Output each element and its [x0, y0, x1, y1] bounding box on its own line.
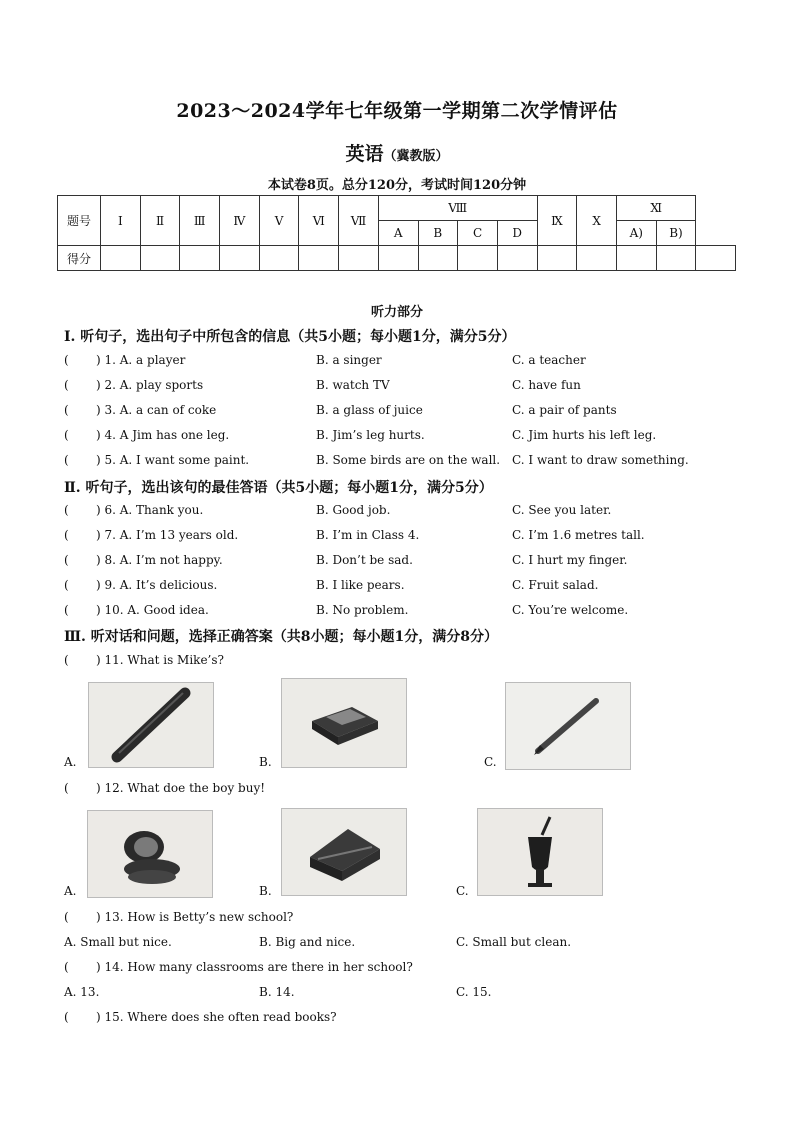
score-cell[interactable]: [458, 246, 498, 271]
option-c: C. See you later.: [512, 503, 612, 517]
answer-paren[interactable]: (: [64, 428, 69, 442]
option-b: B. 14.: [259, 985, 295, 999]
option-b: B. I like pears.: [316, 578, 405, 592]
option-c-label: C.: [484, 755, 497, 769]
answer-paren[interactable]: (: [64, 910, 69, 924]
option-b: B. I’m in Class 4.: [316, 528, 420, 542]
drink-image: [477, 808, 603, 896]
answer-paren[interactable]: (: [64, 1010, 69, 1024]
col-11-b: B): [656, 221, 696, 246]
col-4: Ⅳ: [220, 196, 260, 246]
question-15-text: ) 15. Where does she often read books?: [96, 1010, 337, 1024]
col-8: Ⅷ: [378, 196, 537, 221]
score-row: [58, 246, 736, 271]
drink-icon: [478, 809, 602, 895]
answer-paren[interactable]: (: [64, 553, 69, 567]
option-a: ) 9. A. It’s delicious.: [96, 578, 218, 592]
option-b: B. Jim’s leg hurts.: [316, 428, 425, 442]
option-a: ) 3. A. a can of coke: [96, 403, 217, 417]
col-1: Ⅰ: [101, 196, 141, 246]
row-label-score: 得分: [58, 246, 101, 271]
option-c: C. a pair of pants: [512, 403, 617, 417]
answer-paren[interactable]: (: [64, 453, 69, 467]
col-8-c: C: [458, 221, 498, 246]
pencil-icon: [506, 683, 630, 769]
score-cell[interactable]: [180, 246, 220, 271]
option-c: C. Small but clean.: [456, 935, 572, 949]
score-cell[interactable]: [418, 246, 458, 271]
col-3: Ⅲ: [180, 196, 220, 246]
option-a: ) 7. A. I’m 13 years old.: [96, 528, 239, 542]
eraser-icon: [282, 679, 406, 767]
exam-title: 2023～2024学年七年级第一学期第二次学情评估: [176, 100, 618, 122]
row-label-number: 题号: [58, 196, 101, 246]
answer-paren[interactable]: (: [64, 528, 69, 542]
listening-part-title: 听力部分: [370, 305, 423, 320]
option-b: B. a singer: [316, 353, 382, 367]
option-a: ) 4. A Jim has one leg.: [96, 428, 230, 442]
option-b: B. a glass of juice: [316, 403, 423, 417]
col-11-a: A): [616, 221, 656, 246]
option-c: C. I hurt my finger.: [512, 553, 628, 567]
score-cell[interactable]: [140, 246, 180, 271]
ruler-image: [88, 682, 214, 768]
score-cell[interactable]: [537, 246, 577, 271]
score-cell[interactable]: [656, 246, 696, 271]
answer-paren[interactable]: (: [64, 653, 69, 667]
cake-image: [281, 808, 407, 896]
answer-paren[interactable]: (: [64, 353, 69, 367]
option-b: B. Good job.: [316, 503, 391, 517]
option-a: A. Small but nice.: [64, 935, 172, 949]
exam-subject: [0, 139, 794, 166]
answer-paren[interactable]: (: [64, 960, 69, 974]
option-c: C. Fruit salad.: [512, 578, 599, 592]
section-1-title: Ⅰ. 听句子，选出句子中所包含的信息（共5小题；每小题1分，满分5分）: [64, 329, 516, 345]
score-cell[interactable]: [101, 246, 141, 271]
col-8-b: B: [418, 221, 458, 246]
option-c: C. a teacher: [512, 353, 586, 367]
exam-info: 本试卷8页。总分120分，考试时间120分钟: [267, 178, 527, 193]
score-cell[interactable]: [378, 246, 418, 271]
score-table: [57, 195, 736, 271]
option-a: ) 5. A. I want some paint.: [96, 453, 250, 467]
answer-paren[interactable]: (: [64, 378, 69, 392]
answer-paren[interactable]: (: [64, 781, 69, 795]
option-b: B. No problem.: [316, 603, 409, 617]
col-10: Ⅹ: [577, 196, 617, 246]
option-c: C. have fun: [512, 378, 581, 392]
col-2: Ⅱ: [140, 196, 180, 246]
score-table-header-row: [58, 196, 736, 221]
score-cell[interactable]: [259, 246, 299, 271]
bread-icon: [88, 811, 212, 897]
section-2-title: Ⅱ. 听句子，选出该句的最佳答语（共5小题；每小题1分，满分5分）: [64, 480, 493, 496]
col-8-d: D: [497, 221, 537, 246]
option-c: C. Jim hurts his left leg.: [512, 428, 657, 442]
subject-name: 英语: [345, 143, 384, 165]
option-a: ) 6. A. Thank you.: [96, 503, 204, 517]
option-c: C. 15.: [456, 985, 492, 999]
col-5: Ⅴ: [259, 196, 299, 246]
option-c: C. I want to draw something.: [512, 453, 689, 467]
option-a: ) 8. A. I’m not happy.: [96, 553, 223, 567]
cake-icon: [282, 809, 406, 895]
question-14-text: ) 14. How many classrooms are there in her school?: [96, 960, 413, 974]
bread-image: [87, 810, 213, 898]
option-a: ) 2. A. play sports: [96, 378, 204, 392]
eraser-image: [281, 678, 407, 768]
col-8-a: A: [378, 221, 418, 246]
score-cell[interactable]: [339, 246, 379, 271]
score-cell[interactable]: [696, 246, 736, 271]
score-cell[interactable]: [497, 246, 537, 271]
score-cell[interactable]: [616, 246, 656, 271]
col-11: Ⅺ: [616, 196, 695, 221]
answer-paren[interactable]: (: [64, 603, 69, 617]
option-b: B. Don’t be sad.: [316, 553, 413, 567]
option-c: C. I’m 1.6 metres tall.: [512, 528, 645, 542]
option-b: B. Some birds are on the wall.: [316, 453, 501, 467]
score-cell[interactable]: [299, 246, 339, 271]
answer-paren[interactable]: (: [64, 503, 69, 517]
answer-paren[interactable]: (: [64, 578, 69, 592]
option-c: C. You’re welcome.: [512, 603, 629, 617]
option-a: ) 10. A. Good idea.: [96, 603, 209, 617]
option-a: ) 1. A. a player: [96, 353, 186, 367]
question-12-text: ) 12. What doe the boy buy!: [96, 781, 266, 795]
question-11-text: ) 11. What is Mike’s?: [96, 653, 224, 667]
option-b-label: B.: [259, 884, 272, 898]
section-3-title: Ⅲ. 听对话和问题，选择正确答案（共8小题；每小题1分，满分8分）: [64, 629, 499, 645]
pencil-image: [505, 682, 631, 770]
col-9: Ⅸ: [537, 196, 577, 246]
answer-paren[interactable]: (: [64, 403, 69, 417]
col-6: Ⅵ: [299, 196, 339, 246]
question-13-text: ) 13. How is Betty’s new school?: [96, 910, 294, 924]
col-7: Ⅶ: [339, 196, 379, 246]
option-a: A. 13.: [64, 985, 100, 999]
option-c-label: C.: [456, 884, 469, 898]
score-cell[interactable]: [577, 246, 617, 271]
ruler-icon: [89, 683, 213, 767]
option-a-label: A.: [64, 884, 77, 898]
option-a-label: A.: [64, 755, 77, 769]
edition-label: （冀教版）: [383, 149, 449, 164]
option-b-label: B.: [259, 755, 272, 769]
option-b: B. watch TV: [316, 378, 390, 392]
option-b: B. Big and nice.: [259, 935, 356, 949]
score-cell[interactable]: [220, 246, 260, 271]
